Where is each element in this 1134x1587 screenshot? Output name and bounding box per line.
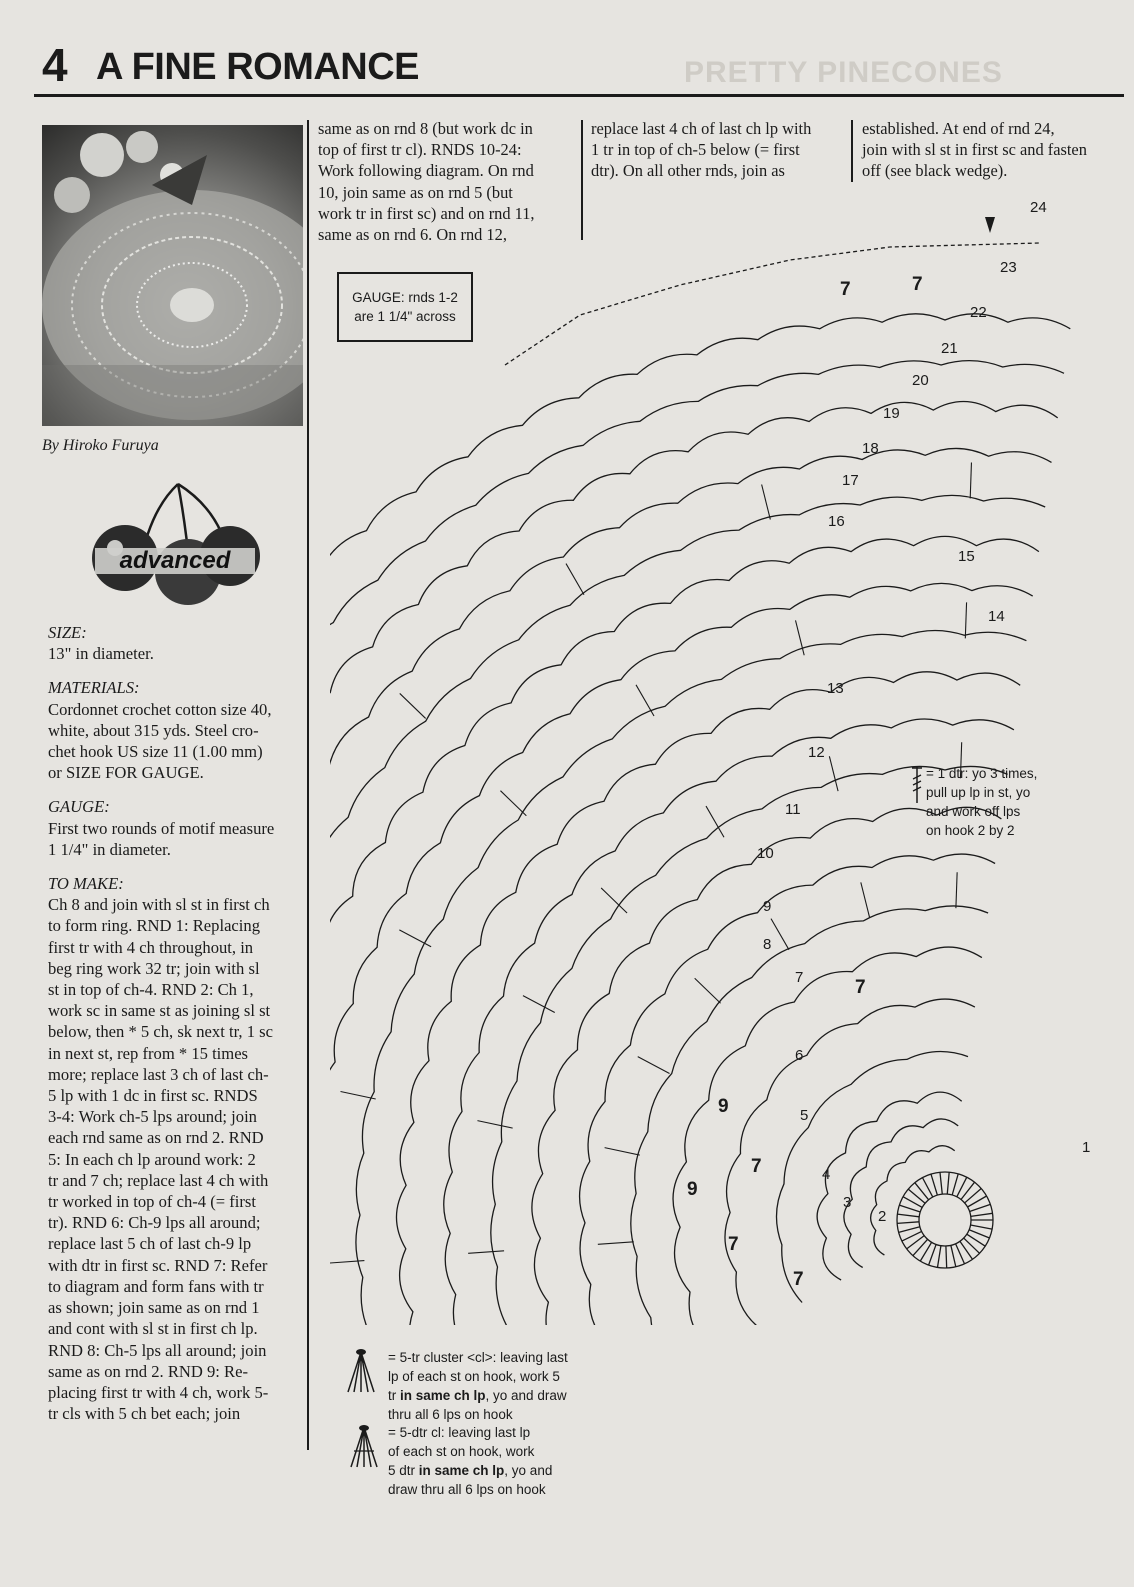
round-label: 15 xyxy=(958,548,975,565)
materials-line: chet hook US size 11 (1.00 mm) xyxy=(48,742,263,762)
text-line: same as on rnd 2. RND 9: Re- xyxy=(48,1361,249,1381)
cluster-stroke xyxy=(636,685,654,716)
tr-cluster-symbol-icon xyxy=(344,1348,378,1394)
legend-line: and work off lps xyxy=(926,804,1021,819)
cluster-stroke xyxy=(566,564,584,595)
text-line: to form ring. RND 1: Replacing xyxy=(48,916,260,936)
round-label: 16 xyxy=(828,513,845,530)
cluster-stroke xyxy=(399,930,431,947)
page-title: A FINE ROMANCE xyxy=(96,46,420,88)
round-label: 18 xyxy=(862,440,879,457)
motif-label: 7 xyxy=(793,1269,804,1290)
gauge-label: GAUGE: xyxy=(48,797,110,817)
motif-label: 7 xyxy=(751,1156,762,1177)
dtr-cluster-symbol-icon xyxy=(348,1423,380,1469)
legend-line: lp of each st on hook, work 5 xyxy=(388,1369,560,1384)
gauge-line: First two rounds of motif measure xyxy=(48,818,275,838)
round-arc xyxy=(725,999,975,1325)
text-line: top of first tr cl). RNDS 10-24: xyxy=(318,140,522,160)
legend-line: thru all 6 lps on hook xyxy=(388,1407,513,1422)
text-line: tr). RND 6: Ch-9 lps all around; xyxy=(48,1213,261,1233)
round-label: 19 xyxy=(883,405,900,422)
cluster-stroke xyxy=(695,978,721,1003)
text-line: work tr in first sc) and on rnd 11, xyxy=(318,203,535,223)
legend-line: , yo and xyxy=(504,1463,553,1478)
text-line: tr cls with 5 ch bet each; join xyxy=(48,1404,241,1424)
cluster-stroke xyxy=(638,1057,670,1074)
cluster-stroke xyxy=(400,693,426,718)
size-label: SIZE: xyxy=(48,623,87,642)
advanced-badge xyxy=(70,470,270,605)
tr-stitch xyxy=(952,1174,958,1195)
cluster-stroke xyxy=(965,602,966,638)
cluster-stroke xyxy=(970,462,971,498)
legend-line: = 5-dtr cl: leaving last lp xyxy=(388,1425,531,1440)
materials-section xyxy=(48,677,308,783)
dtr-cluster-legend xyxy=(388,1423,552,1499)
crochet-diagram xyxy=(330,195,1120,1325)
gauge-section xyxy=(48,796,308,860)
legend-line: draw thru all 6 lps on hook xyxy=(388,1482,546,1497)
legend-line: on hook 2 by 2 xyxy=(926,823,1015,838)
to-make-section xyxy=(48,873,308,1424)
cluster-stroke xyxy=(341,1092,376,1099)
motif-label: 9 xyxy=(687,1179,698,1200)
cluster-stroke xyxy=(762,485,771,520)
gauge-box-line: are 1 1/4" across xyxy=(354,309,456,324)
column-divider xyxy=(307,120,309,1450)
round-arc xyxy=(330,495,1045,1325)
motif-label: 7 xyxy=(855,977,866,998)
round-label: 5 xyxy=(800,1107,809,1124)
tr-stitch xyxy=(929,1244,937,1265)
cluster-stroke xyxy=(330,1261,364,1264)
tr-stitch xyxy=(899,1227,920,1233)
cluster-stroke xyxy=(477,1121,512,1128)
pattern-number: 4 xyxy=(42,39,68,91)
byline: By Hiroko Furuya xyxy=(42,437,159,454)
round-label: 8 xyxy=(763,936,772,953)
round-label: 9 xyxy=(763,898,772,915)
legend-line: pull up lp in st, yo xyxy=(926,785,1031,800)
round-label: 21 xyxy=(941,340,958,357)
round-label: 22 xyxy=(970,304,987,321)
cluster-stroke xyxy=(605,1148,640,1155)
materials-label: MATERIALS: xyxy=(48,678,140,698)
motif-label: 7 xyxy=(912,274,923,295)
cluster-stroke xyxy=(706,806,724,837)
round-arc xyxy=(631,906,988,1325)
title-row xyxy=(34,38,1124,96)
tr-stitch xyxy=(951,1245,956,1266)
motif-label: 9 xyxy=(718,1096,729,1117)
round-arc xyxy=(871,1146,955,1255)
text-line: in next st, rep from * 15 times xyxy=(48,1043,249,1063)
text-line: and cont with sl st in first ch lp. xyxy=(48,1319,258,1339)
legend-line: tr xyxy=(388,1388,400,1403)
round-arc xyxy=(532,807,1002,1325)
size-text: 13" in diameter. xyxy=(48,644,154,664)
doily-photo-art xyxy=(42,125,303,426)
round-label: 4 xyxy=(822,1166,831,1183)
text-line: same as on rnd 8 (but work dc in xyxy=(318,119,533,138)
tr-stitch xyxy=(937,1246,940,1268)
text-line: tr worked in top of ch-4 (= first xyxy=(48,1192,256,1212)
cluster-stroke xyxy=(523,996,555,1013)
materials-line: Cordonnet crochet cotton size 40, xyxy=(48,699,272,719)
text-line: RND 8: Ch-5 lps all around; join xyxy=(48,1340,267,1360)
tr-stitch xyxy=(971,1213,993,1216)
text-line: 5: In each ch lp around work: 2 xyxy=(48,1149,256,1169)
round-label: 13 xyxy=(827,680,844,697)
text-line: replace last 5 ch of last ch-9 lp xyxy=(48,1234,252,1254)
text-line: Work following diagram. On rnd xyxy=(318,161,534,181)
left-column xyxy=(48,622,308,1437)
dtr-symbol-icon xyxy=(910,765,924,805)
round-label: 2 xyxy=(878,1208,887,1225)
round-arc xyxy=(776,1052,968,1303)
legend-line: = 1 dtr: yo 3 times, xyxy=(926,766,1038,781)
gauge-box-line: GAUGE: rnds 1-2 xyxy=(352,290,458,305)
text-line: off (see black wedge). xyxy=(862,161,1008,181)
size-section xyxy=(48,622,308,664)
tr-cluster-legend xyxy=(388,1348,568,1424)
round-label: 12 xyxy=(808,744,825,761)
gauge-line: 1 1/4" in diameter. xyxy=(48,839,171,859)
to-make-label: TO MAKE: xyxy=(48,874,124,894)
round-arc xyxy=(330,536,1039,1325)
tr-stitch xyxy=(897,1222,919,1224)
cluster-stroke xyxy=(771,919,789,950)
round-label: 7 xyxy=(795,969,804,986)
text-line: as shown; join same as on rnd 1 xyxy=(48,1298,260,1318)
tr-stitch xyxy=(971,1225,993,1229)
cluster-stroke xyxy=(468,1251,504,1254)
text-line: replace last 4 ch of last ch lp with xyxy=(591,119,812,138)
text-line: work sc in same st as joining sl st xyxy=(48,1001,271,1021)
doily-photo xyxy=(42,125,303,426)
cluster-stroke xyxy=(829,756,838,791)
text-line: dtr). On all other rnds, join as xyxy=(591,161,785,181)
text-line: 10, join same as on rnd 5 (but xyxy=(318,182,513,202)
tr-stitch xyxy=(899,1205,920,1212)
legend-line: , yo and draw xyxy=(485,1388,567,1403)
round-label: 17 xyxy=(842,472,859,489)
text-line: more; replace last 3 ch of last ch- xyxy=(48,1064,269,1084)
round-label: 11 xyxy=(785,801,801,818)
materials-line: white, about 315 yds. Steel cro- xyxy=(48,720,259,740)
text-line: each rnd same as on rnd 2. RND xyxy=(48,1128,264,1148)
text-line: to diagram and form fans with tr xyxy=(48,1276,264,1296)
materials-line: or SIZE FOR GAUGE. xyxy=(48,763,204,783)
round-label: 24 xyxy=(1030,199,1047,216)
text-line: 5 lp with 1 dc in first sc. RNDS xyxy=(48,1086,258,1106)
legend-line: 5 dtr xyxy=(388,1463,419,1478)
text-line: same as on rnd 6. On rnd 12, xyxy=(318,225,507,245)
bleed-through-text: PRETTY PINECONES xyxy=(684,56,1003,89)
legend-line: of each st on hook, work xyxy=(388,1444,535,1459)
tr-stitch xyxy=(970,1204,991,1211)
motif-label: 7 xyxy=(840,279,851,300)
tr-stitch xyxy=(897,1214,919,1217)
top-column-3 xyxy=(862,118,1087,182)
tr-stitch xyxy=(969,1230,989,1238)
round-arc xyxy=(356,631,1026,1325)
text-line: 1 tr in top of ch-5 below (= first xyxy=(591,140,800,160)
cluster-stroke xyxy=(500,791,526,816)
text-line: st in top of ch-4. RND 2: Ch 1, xyxy=(48,980,254,1000)
top-column-2 xyxy=(591,118,811,182)
round-arc xyxy=(330,583,1033,1325)
legend-bold: in same ch lp xyxy=(418,1463,505,1478)
text-line: below, then * 5 ch, sk next tr, 1 sc xyxy=(48,1022,273,1042)
text-line: Ch 8 and join with sl st in first ch xyxy=(48,895,270,915)
cluster-stroke xyxy=(956,872,957,908)
motif-label: 7 xyxy=(728,1234,739,1255)
text-line: with dtr in first sc. RND 7: Refer xyxy=(48,1255,268,1275)
center-ring xyxy=(919,1194,971,1246)
legend-bold: in same ch lp xyxy=(400,1388,486,1403)
sc-row xyxy=(505,243,1040,365)
tr-stitch xyxy=(931,1174,937,1195)
tr-stitch xyxy=(947,1172,949,1194)
cluster-stroke xyxy=(861,882,870,917)
tr-stitch xyxy=(940,1172,942,1194)
round-label: 10 xyxy=(757,845,774,862)
round-label: 6 xyxy=(795,1047,804,1064)
text-line: tr and 7 ch; replace last 4 ch with xyxy=(48,1170,269,1190)
tr-stitch xyxy=(946,1246,947,1268)
fasten-off-wedge-icon xyxy=(985,217,995,233)
round-label: 14 xyxy=(988,608,1005,625)
cluster-stroke xyxy=(598,1242,634,1245)
text-line: 3-4: Work ch-5 lps around; join xyxy=(48,1107,257,1127)
legend-line: = 5-tr cluster <cl>: leaving last xyxy=(388,1350,568,1365)
round-label: 3 xyxy=(843,1194,852,1211)
column-divider xyxy=(851,120,853,182)
text-line: join with sl st in first sc and fasten xyxy=(862,140,1087,160)
round-label: 23 xyxy=(1000,259,1017,276)
text-line: placing first tr with 4 ch, work 5- xyxy=(48,1382,269,1402)
text-line: established. At end of rnd 24, xyxy=(862,119,1055,138)
text-line: beg ring work 32 tr; join with sl xyxy=(48,958,260,978)
diagram-labels xyxy=(687,199,1090,1290)
round-label: 20 xyxy=(912,372,929,389)
round-label: 1 xyxy=(1082,1139,1091,1156)
dtr-legend xyxy=(926,764,1037,840)
badge-label: advanced xyxy=(119,547,231,574)
title-rule xyxy=(34,94,1124,97)
text-line: first tr with 4 ch throughout, in xyxy=(48,937,254,957)
